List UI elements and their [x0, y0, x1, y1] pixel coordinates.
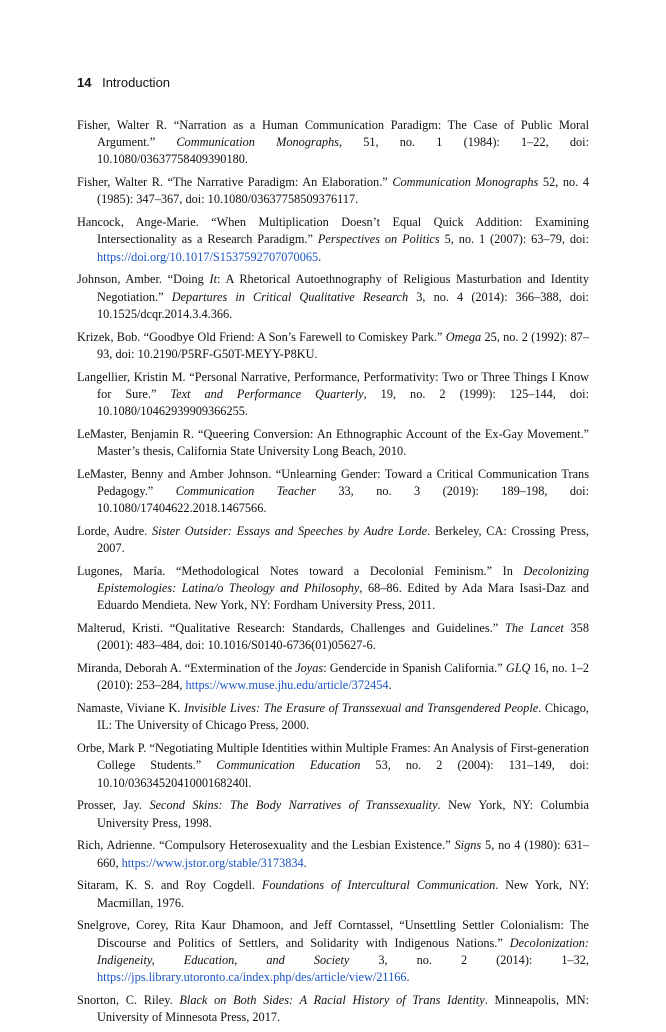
- reference-text: 25, no. 2 (1992): 87–93, doi: 10.2190/P5RF-G50T-MEYY-P8KU.: [97, 329, 589, 361]
- reference-italic-text: Foundations of Intercultural Communication: [261, 878, 496, 893]
- reference-italic-text: Decolonization: Indigeneity, Education, and Society: [97, 935, 589, 967]
- reference-text: 33, no. 3 (2019): 189–198, doi: 10.1080/17404622.2018.1467566.: [97, 484, 590, 516]
- reference-text: 5, no 4 (1980): 631–660,: [97, 838, 589, 870]
- reference-text: Lorde, Audre.: [77, 524, 153, 539]
- reference-text: : A Rhetorical Autoethnography of Religious Masturbation and Identity Negotiation.”: [97, 272, 589, 304]
- reference-entry: [77, 917, 589, 986]
- reference-text: , 19, no. 2 (1999): 125–144, doi: 10.1080/10462939909366255.: [97, 386, 590, 419]
- reference-text: . Berkeley, CA: Crossing Press, 2007.: [97, 524, 589, 556]
- reference-entry: [77, 369, 589, 421]
- reference-entry: [77, 992, 589, 1026]
- reference-italic-text: GLQ: [505, 661, 531, 676]
- reference-text: : Gendercide in Spanish California.”: [323, 661, 506, 676]
- reference-text: . New York, NY: Columbia University Press, 1998.: [97, 798, 589, 830]
- running-head: [77, 75, 170, 90]
- reference-italic-text: Sister Outsider: Essays and Speeches by Audre Lorde: [152, 524, 428, 539]
- reference-text: Miranda, Deborah A. “Extermination of the: [77, 661, 296, 676]
- reference-link[interactable]: https://doi.org/10.1017/S1537592707070065: [97, 249, 319, 264]
- reference-italic-text: Communication Education: [216, 758, 361, 773]
- reference-text: , 68–86. Edited by Ada Mara Isasi-Daz and Eduardo Mendieta. New York, NY: Fordham University Press, 2011.: [97, 581, 589, 613]
- reference-italic-text: Omega: [445, 329, 482, 344]
- reference-text: Sitaram, K. S. and Roy Cogdell.: [77, 878, 262, 893]
- reference-text: 16, no. 1–2 (2010): 253–284,: [97, 661, 589, 693]
- reference-text: .: [406, 970, 410, 985]
- reference-italic-text: Black on Both Sides: A Racial History of Trans Identity: [179, 992, 485, 1007]
- reference-text: , 51, no. 1 (1984): 1–22, doi: 10.1080/03637758409390180.: [97, 135, 589, 167]
- reference-text: 358 (2001): 483–484, doi: 10.1016/S0140-6736(01)05627-6.: [97, 621, 589, 653]
- reference-text: Johnson, Amber. “Doing: [77, 272, 210, 287]
- reference-italic-text: Perspectives on Politics: [317, 232, 440, 247]
- reference-link[interactable]: https://jps.library.utoronto.ca/index.php/des/article/view/21166: [97, 970, 407, 985]
- reference-text: Namaste, Viviane K.: [77, 701, 184, 716]
- reference-text: .: [388, 678, 392, 693]
- reference-text: LeMaster, Benny and Amber Johnson. “Unlearning Gender: Toward a Critical Communication Trans Pedagogy.”: [77, 466, 589, 499]
- reference-entry: [77, 837, 589, 871]
- reference-text: Rich, Adrienne. “Compulsory Heterosexuality and the Lesbian Existence.”: [77, 838, 455, 853]
- reference-link[interactable]: https://www.muse.jhu.edu/article/372454: [185, 678, 389, 693]
- reference-entry: [77, 117, 589, 169]
- reference-italic-text: Communication Teacher: [175, 484, 316, 499]
- reference-italic-text: Departures in Critical Qualitative Research: [171, 289, 409, 304]
- reference-entry: [77, 466, 589, 518]
- reference-text: .: [318, 249, 322, 264]
- reference-text: Orbe, Mark P. “Negotiating Multiple Identities within Multiple Frames: An Analysis of First-generation College Students.”: [77, 741, 589, 773]
- reference-text: Langellier, Kristin M. “Personal Narrative, Performance, Performativity: Two or Three Things I Know for Sure.”: [77, 369, 589, 401]
- section-title: Introduction: [102, 75, 171, 90]
- reference-text: Krizek, Bob. “Goodbye Old Friend: A Son’s Farewell to Comiskey Park.”: [77, 329, 446, 344]
- reference-link[interactable]: https://www.jstor.org/stable/3173834: [121, 855, 304, 870]
- reference-italic-text: Joyas: [295, 661, 324, 676]
- reference-text: .: [303, 855, 307, 870]
- reference-text: . Minneapolis, MN: University of Minnesota Press, 2017.: [97, 992, 589, 1025]
- reference-italic-text: Communication Monographs: [176, 135, 339, 150]
- reference-entry: [77, 426, 589, 460]
- reference-text: . New York, NY: Macmillan, 1976.: [97, 878, 589, 910]
- reference-text: Lugones, María. “Methodological Notes toward a Decolonial Feminism.” In: [77, 564, 524, 579]
- reference-text: Malterud, Kristi. “Qualitative Research: Standards, Challenges and Guidelines.”: [77, 621, 506, 636]
- reference-entry: [77, 329, 589, 363]
- reference-italic-text: Signs: [454, 838, 482, 853]
- reference-entry: [77, 271, 589, 323]
- reference-italic-text: Invisible Lives: The Erasure of Transsexual and Transgendered People: [184, 701, 539, 716]
- reference-text: Fisher, Walter R. “The Narrative Paradigm: An Elaboration.”: [77, 175, 393, 190]
- reference-entry: [77, 563, 589, 615]
- reference-italic-text: Second Skins: The Body Narratives of Transsexuality: [149, 798, 438, 813]
- reference-text: 3, no. 2 (2014): 1–32,: [349, 952, 590, 967]
- reference-entry: [77, 523, 589, 557]
- reference-list: [77, 117, 589, 1032]
- page-number: 14: [77, 75, 92, 90]
- reference-text: Fisher, Walter R. “Narration as a Human Communication Paradigm: The Case of Public Moral Argument.”: [77, 118, 589, 150]
- reference-text: Snelgrove, Corey, Rita Kaur Dhamoon, and Jeff Corntassel, “Unsettling Settler Colonialism: The Discourse and Politics of Settlers, and Solidarity with Indigenous Nations.”: [77, 918, 589, 950]
- reference-text: Hancock, Ange-Marie. “When Multiplication Doesn’t Equal Quick Addition: Examining Intersectionality as a Research Paradigm.”: [77, 215, 589, 247]
- reference-text: Snorton, C. Riley.: [77, 992, 180, 1007]
- reference-italic-text: It: [209, 272, 218, 287]
- reference-entry: [77, 620, 589, 654]
- reference-italic-text: Decolonizing Epistemologies: Latina/o Theology and Philosophy: [97, 564, 589, 596]
- reference-entry: [77, 740, 589, 792]
- reference-italic-text: The Lancet: [505, 621, 564, 636]
- reference-text: . Chicago, IL: The University of Chicago Press, 2000.: [97, 701, 589, 733]
- reference-entry: [77, 877, 589, 911]
- reference-text: 5, no. 1 (2007): 63–79, doi:: [439, 232, 590, 247]
- reference-text: Prosser, Jay.: [77, 798, 150, 813]
- reference-text: 3, no. 4 (2014): 366–388, doi: 10.1525/dcqr.2014.3.4.366.: [97, 289, 589, 321]
- reference-entry: [77, 174, 589, 208]
- reference-text: LeMaster, Benjamin R. “Queering Conversion: An Ethnographic Account of the Ex-Gay Movement.” Master’s thesis, California State University Long Beach, 2010.: [77, 426, 589, 459]
- reference-italic-text: Text and Performance Quarterly: [170, 386, 364, 401]
- reference-entry: [77, 214, 589, 266]
- reference-entry: [77, 660, 589, 694]
- reference-text: 52, no. 4 (1985): 347–367, doi: 10.1080/03637758509376117.: [97, 175, 589, 207]
- reference-entry: [77, 797, 589, 831]
- reference-italic-text: Communication Monographs: [392, 175, 539, 190]
- reference-entry: [77, 700, 589, 734]
- reference-text: 53, no. 2 (2004): 131–149, doi: 10.10/0363452041000168240l.: [97, 758, 589, 790]
